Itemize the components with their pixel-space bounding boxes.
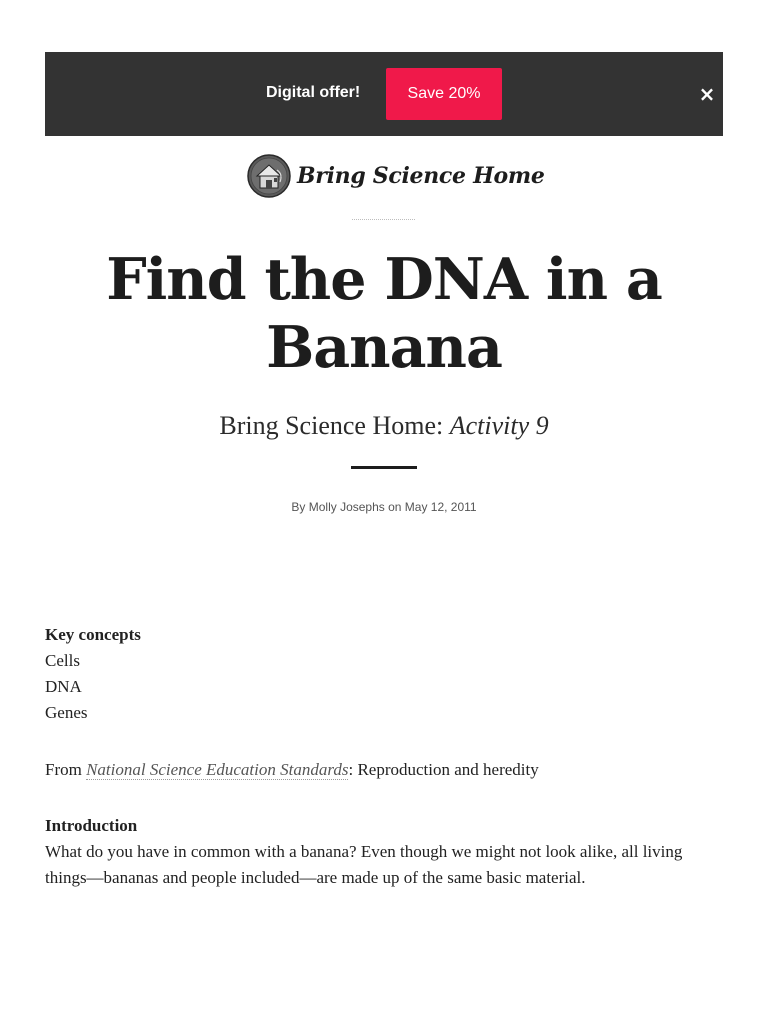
standards-suffix: : Reproduction and heredity bbox=[348, 760, 539, 779]
close-icon[interactable]: × bbox=[698, 82, 716, 106]
key-concepts-section bbox=[45, 622, 725, 726]
logo-text: Bring Science Home bbox=[297, 163, 545, 189]
page-title: Find the DNA in a Banana bbox=[106, 246, 662, 381]
list-item: Cells bbox=[45, 651, 80, 670]
article-subtitle bbox=[84, 409, 684, 443]
site-logo[interactable] bbox=[247, 153, 545, 199]
introduction-text: What do you have in common with a banana? Even though we might not look alike, all living things—bananas and people included—are made up of the same basic material. bbox=[45, 842, 683, 887]
standards-link[interactable]: National Science Education Standards bbox=[86, 760, 349, 779]
subtitle-series: Bring Science Home: bbox=[219, 411, 444, 440]
list-item: DNA bbox=[45, 677, 82, 696]
standards-line bbox=[45, 757, 725, 783]
introduction-section bbox=[45, 813, 725, 891]
bring-science-home-emblem-icon bbox=[247, 154, 291, 198]
save-offer-button[interactable]: Save 20% bbox=[386, 68, 502, 120]
digital-offer-banner bbox=[45, 52, 723, 136]
introduction-heading: Introduction bbox=[45, 816, 138, 835]
offer-text: Digital offer! bbox=[266, 84, 361, 101]
key-concepts-list bbox=[45, 648, 725, 726]
list-item: Genes bbox=[45, 703, 88, 722]
key-concepts-heading: Key concepts bbox=[45, 625, 141, 644]
byline: By Molly Josephs on May 12, 2011 bbox=[291, 500, 477, 514]
title-divider bbox=[351, 466, 417, 469]
logo-divider bbox=[352, 219, 415, 220]
subtitle-activity: Activity 9 bbox=[449, 411, 549, 440]
standards-prefix: From bbox=[45, 760, 82, 779]
